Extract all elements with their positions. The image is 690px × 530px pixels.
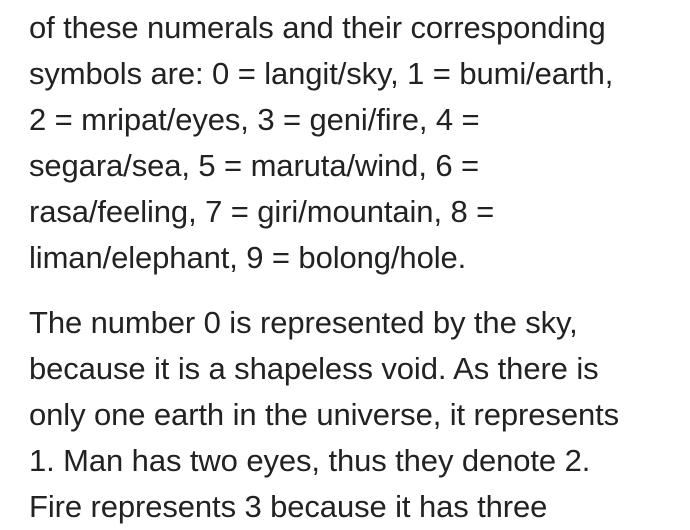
- text-line: of these numerals and their corresponding: [29, 10, 606, 45]
- text-line: liman/elephant, 9 = bolong/hole.: [29, 240, 467, 275]
- text-line: because it is a shapeless void. As there is: [29, 351, 599, 386]
- text-line: symbols are: 0 = langit/sky, 1 = bumi/earth,: [29, 56, 614, 91]
- text-line: 1. Man has two eyes, thus they denote 2.: [29, 443, 591, 478]
- paragraph-numeral-symbols: [29, 5, 669, 281]
- text-line: Fire represents 3 because it has three: [29, 489, 548, 524]
- text-line: only one earth in the universe, it represents: [29, 397, 620, 432]
- text-line: segara/sea, 5 = maruta/wind, 6 =: [29, 148, 480, 183]
- text-line: The number 0 is represented by the sky,: [29, 305, 578, 340]
- paragraph-number-meanings: [29, 300, 669, 530]
- text-line: 2 = mripat/eyes, 3 = geni/fire, 4 =: [29, 102, 480, 137]
- text-line: rasa/feeling, 7 = giri/mountain, 8 =: [29, 194, 495, 229]
- article-body: [29, 0, 669, 530]
